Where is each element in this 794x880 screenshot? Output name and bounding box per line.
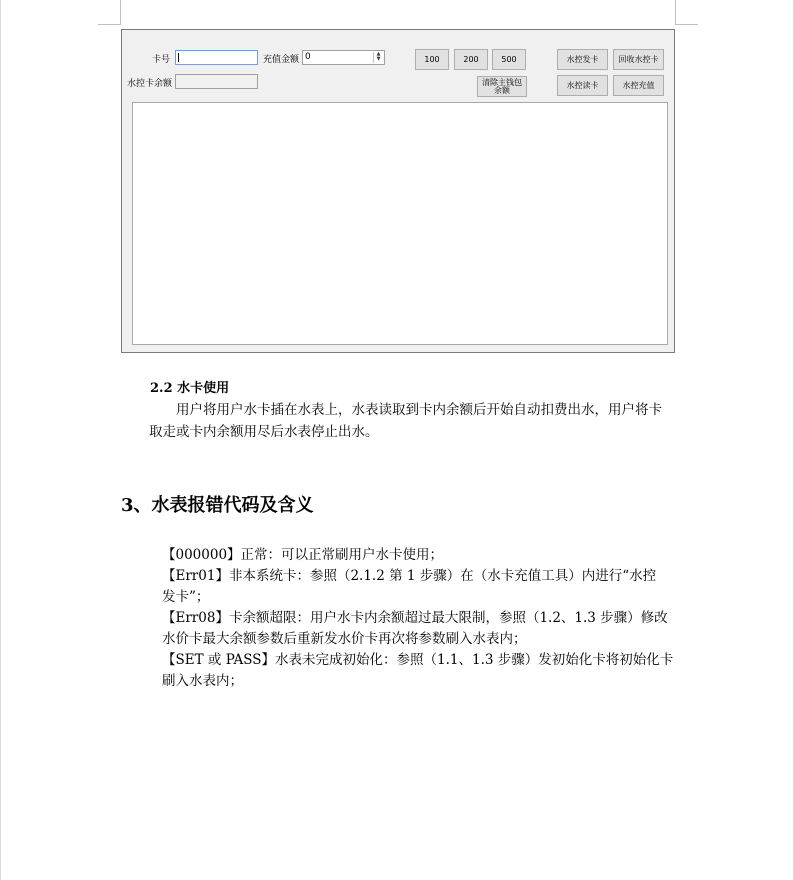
- recharge-card-button[interactable]: 水控充值: [613, 75, 664, 96]
- section-3-heading: 3、水表报错代码及含义: [121, 495, 314, 516]
- error-code-line-5: 水价卡最大余额参数后重新发水价卡再次将参数刷入水表内；: [162, 631, 527, 647]
- clear-wallet-label-1: 清除主钱包: [482, 77, 522, 87]
- recharge-amount-value: 0: [305, 52, 311, 62]
- error-code-line-7: 刷入水表内；: [162, 673, 243, 689]
- issue-card-button[interactable]: 水控发卡: [557, 49, 608, 70]
- crop-mark-tr-h: [676, 24, 698, 25]
- clear-wallet-label-2: 余额: [494, 85, 510, 95]
- recharge-amount-stepper[interactable]: [302, 50, 385, 65]
- crop-mark-tl-h: [98, 24, 120, 25]
- crop-mark-tl-v: [120, 0, 121, 25]
- crop-mark-tr-v: [675, 0, 676, 25]
- error-code-line-2: 【Err01】非本系统卡：参照（2.1.2 第 1 步骤）在（水卡充值工具）内进行“水控: [162, 568, 657, 584]
- section-2-2-paragraph-line-1: 用户将用户水卡插在水表上，水表读取到卡内余额后开始自动扣费出水，用户将卡: [176, 402, 662, 418]
- section-2-2-paragraph-line-2: 取走或卡内余额用尽后水表停止出水。: [149, 424, 379, 440]
- clear-wallet-button[interactable]: [477, 76, 527, 97]
- balance-field: [175, 74, 258, 89]
- error-code-line-3: 发卡”；: [162, 589, 210, 605]
- balance-label: 水控卡余额: [127, 79, 173, 89]
- read-card-button[interactable]: 水控读卡: [557, 75, 608, 96]
- amount-200-button[interactable]: 200: [454, 49, 488, 70]
- error-code-line-4: 【Err08】卡余额超限：用户水卡内余额超过最大限制，参照（1.2、1.3 步骤）修改: [162, 610, 668, 626]
- card-no-field[interactable]: [175, 50, 258, 65]
- page-edge-left: [0, 0, 1, 880]
- spin-arrows-icon[interactable]: ▲ ▼: [373, 52, 383, 63]
- card-no-label: 卡号: [152, 55, 171, 65]
- recharge-amount-label: 充值金额: [263, 55, 300, 65]
- text-caret: [178, 53, 179, 62]
- error-code-line-1: 【000000】正常：可以正常刷用户水卡使用；: [162, 547, 444, 563]
- embedded-app-screenshot: [121, 29, 675, 353]
- amount-100-button[interactable]: 100: [415, 49, 449, 70]
- log-output-area[interactable]: [132, 102, 668, 345]
- recycle-card-button[interactable]: 回收水控卡: [613, 49, 664, 70]
- error-code-line-6: 【SET 或 PASS】水表未完成初始化：参照（1.1、1.3 步骤）发初始化卡将初始化卡: [162, 652, 674, 668]
- section-2-2-heading: 2.2 水卡使用: [150, 381, 230, 396]
- amount-500-button[interactable]: 500: [492, 49, 526, 70]
